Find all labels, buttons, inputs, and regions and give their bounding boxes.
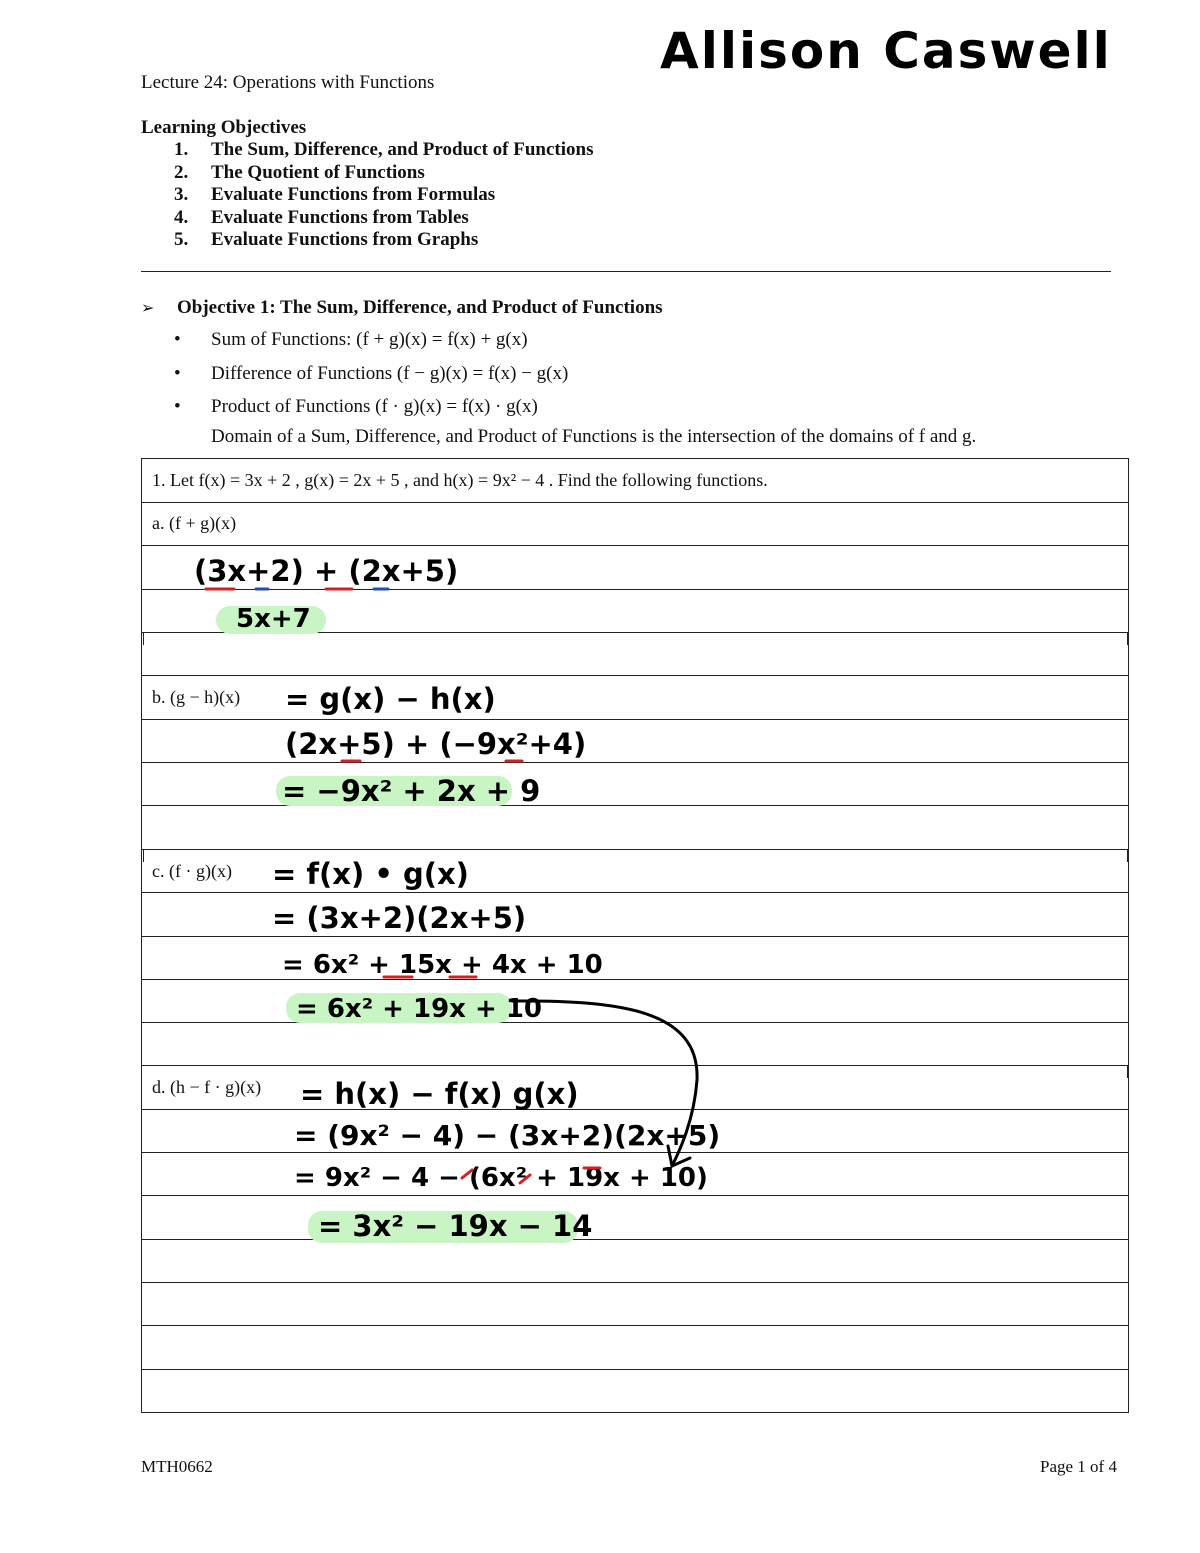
curved-arrow <box>512 1001 697 1166</box>
item-text: Evaluate Functions from Graphs <box>211 229 479 251</box>
item-number: 2. <box>174 161 189 183</box>
item-number: 4. <box>174 206 189 228</box>
work-c-answer: = 6x² + 19x + 10 <box>296 994 542 1024</box>
work-d-line2: = (9x² − 4) − (3x+2)(2x+5) <box>294 1119 721 1152</box>
domain-note: Domain of a Sum, Difference, and Product of Functions is the intersection of the domains of f and g. <box>211 426 977 447</box>
part-c-label: c. (f · g)(x) <box>152 861 232 881</box>
work-d-answer: = 3x² − 19x − 14 <box>318 1209 593 1243</box>
red-mark <box>462 1170 472 1178</box>
item-text: The Quotient of Functions <box>211 161 425 183</box>
part-a-label: a. (f + g)(x) <box>152 513 237 533</box>
bullet-text: Difference of Functions (f − g)(x) = f(x) − g(x) <box>211 363 569 384</box>
work-a-answer: 5x+7 <box>236 604 311 634</box>
problem-prompt: 1. Let f(x) = 3x + 2 , g(x) = 2x + 5 , and h(x) = 9x² − 4 . Find the following functions. <box>152 470 768 490</box>
bullet-icon: • <box>174 363 181 384</box>
part-b-label: b. (g − h)(x) <box>152 687 241 707</box>
work-c-line1: = f(x) • g(x) <box>272 857 469 891</box>
bullet-text: Sum of Functions: (f + g)(x) = f(x) + g(x) <box>211 329 528 350</box>
item-text: The Sum, Difference, and Product of Functions <box>211 139 594 160</box>
page-number: Page 1 of 4 <box>1040 1457 1117 1476</box>
item-number: 3. <box>174 184 189 206</box>
part-d-label: d. (h − f · g)(x) <box>152 1077 262 1097</box>
item-text: Evaluate Functions from Formulas <box>211 184 496 206</box>
work-c-line2: = (3x+2)(2x+5) <box>272 901 527 935</box>
objective-heading-text: Objective 1: The Sum, Difference, and Product of Functions <box>177 297 663 318</box>
bullet-icon: • <box>174 396 181 417</box>
lecture-title: Lecture 24: Operations with Functions <box>141 72 435 93</box>
work-b-line1: = g(x) − h(x) <box>285 682 496 716</box>
student-name: Allison Caswell <box>660 22 1112 80</box>
work-d-line3: = 9x² − 4 − (6x² + 19x + 10) <box>294 1163 708 1193</box>
course-code: MTH0662 <box>141 1457 213 1476</box>
work-d-line1: = h(x) − f(x) g(x) <box>300 1077 579 1111</box>
arrow-icon: ➢ <box>141 298 155 317</box>
objectives-title: Learning Objectives <box>141 117 307 138</box>
work-c-line3: = 6x² + 15x + 4x + 10 <box>282 950 603 980</box>
bullet-text: Product of Functions (f · g)(x) = f(x) · g(x) <box>211 396 538 417</box>
item-number: 1. <box>174 139 189 160</box>
item-number: 5. <box>174 229 189 251</box>
work-b-line2: (2x+5) + (−9x²+4) <box>285 727 587 761</box>
bullet-icon: • <box>174 329 181 350</box>
red-mark <box>520 1175 530 1183</box>
work-b-answer: = −9x² + 2x + 9 <box>282 774 541 808</box>
item-text: Evaluate Functions from Tables <box>211 206 469 228</box>
work-a-line1: (3x+2) + (2x+5) <box>194 554 459 588</box>
